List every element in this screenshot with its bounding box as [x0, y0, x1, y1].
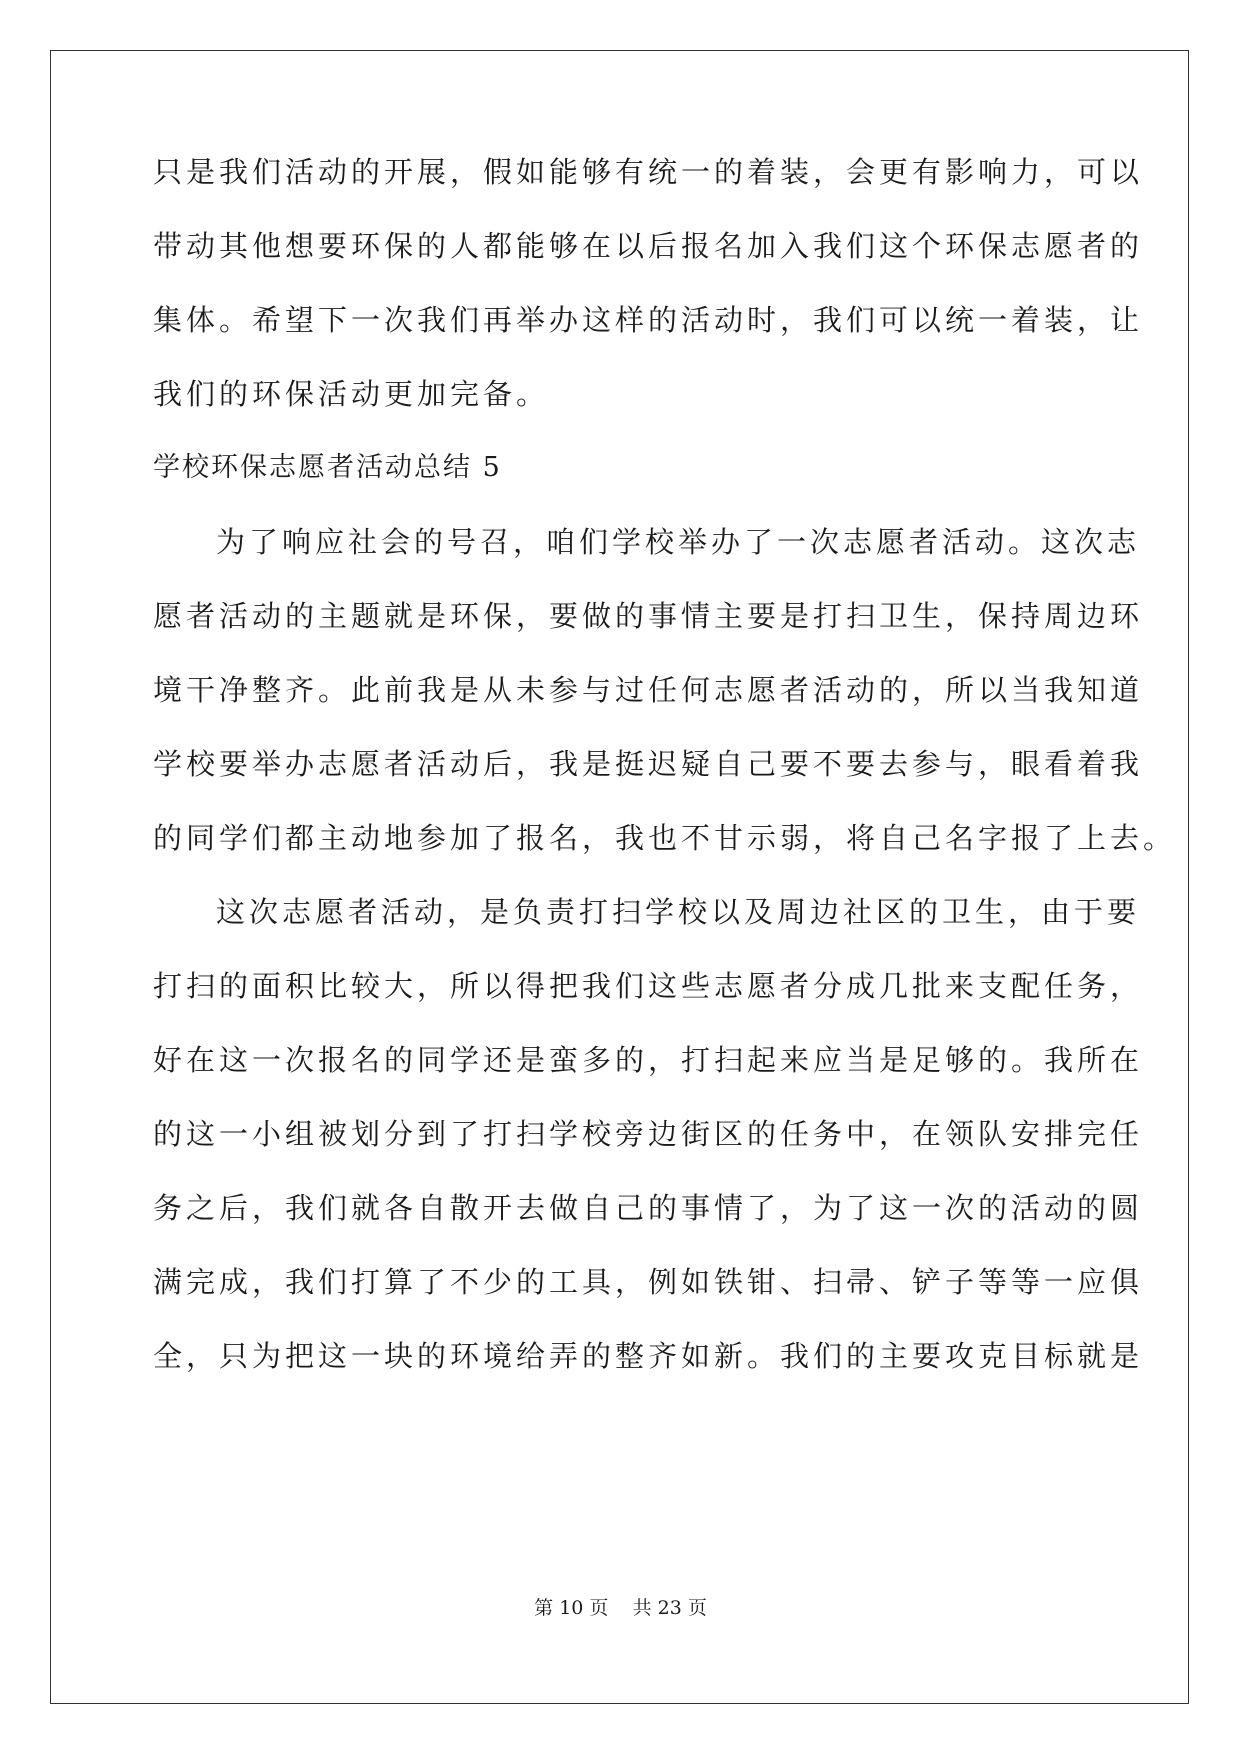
body-text-line: 的这一小组被划分到了打扫学校旁边街区的任务中，在领队安排完任	[153, 1117, 1144, 1151]
page-border	[50, 50, 1189, 1704]
body-text-line: 好在这一次报名的同学还是蛮多的，打扫起来应当是足够的。我所在	[153, 1043, 1144, 1077]
section-heading: 学校环保志愿者活动总结 5	[153, 452, 502, 483]
body-text-line: 全，只为把这一块的环境给弄的整齐如新。我们的主要攻克目标就是	[153, 1339, 1144, 1373]
body-text-line: 务之后，我们就各自散开去做自己的事情了，为了这一次的活动的圆	[153, 1191, 1144, 1225]
page-footer	[0, 1595, 1241, 1621]
body-text-line: 打扫的面积比较大，所以得把我们这些志愿者分成几批来支配任务，	[153, 969, 1144, 1003]
body-text-line: 愿者活动的主题就是环保，要做的事情主要是打扫卫生，保持周边环	[153, 599, 1144, 633]
page-number: 第 10 页 共 23 页	[534, 1597, 707, 1619]
body-text-line: 这次志愿者活动，是负责打扫学校以及周边社区的卫生，由于要	[216, 895, 1141, 929]
body-text-line: 境干净整齐。此前我是从未参与过任何志愿者活动的，所以当我知道	[153, 673, 1144, 707]
body-text-line: 集体。希望下一次我们再举办这样的活动时，我们可以统一着装，让	[153, 303, 1144, 337]
body-text-line: 我们的环保活动更加完备。	[153, 377, 550, 411]
body-text-line: 带动其他想要环保的人都能够在以后报名加入我们这个环保志愿者的	[153, 229, 1144, 263]
body-text-line: 的同学们都主动地参加了报名，我也不甘示弱，将自己名字报了上去。	[153, 821, 1177, 855]
body-text-line: 为了响应社会的号召，咱们学校举办了一次志愿者活动。这次志	[216, 525, 1141, 559]
body-text-line: 满完成，我们打算了不少的工具，例如铁钳、扫帚、铲子等等一应俱	[153, 1265, 1144, 1299]
body-text-line: 学校要举办志愿者活动后，我是挺迟疑自己要不要去参与，眼看着我	[153, 747, 1144, 781]
body-text-line: 只是我们活动的开展，假如能够有统一的着装，会更有影响力，可以	[153, 155, 1144, 189]
